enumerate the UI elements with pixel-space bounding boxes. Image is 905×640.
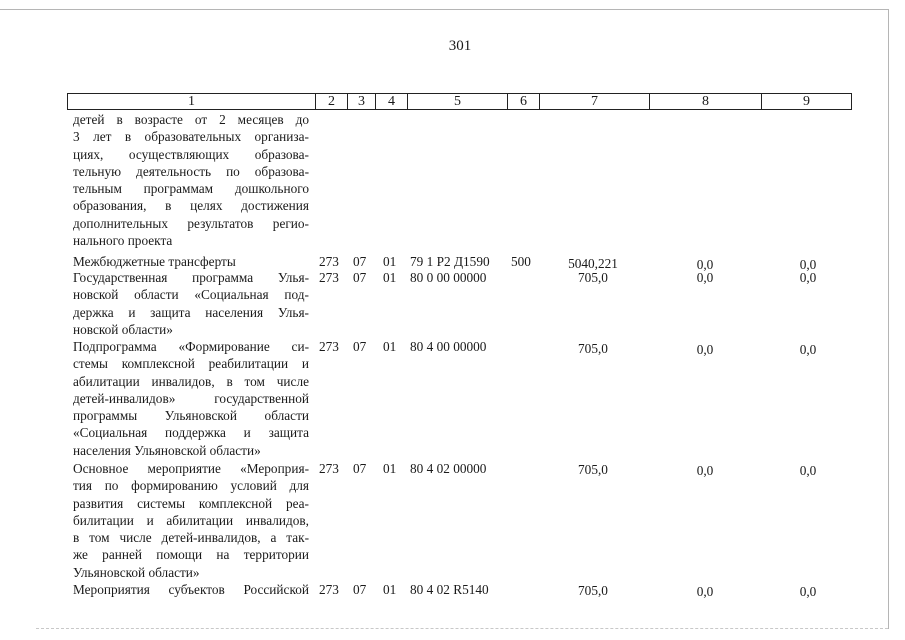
description-line: абилитации инвалидов, в том числе	[73, 373, 309, 389]
cell-section-code: 07	[353, 582, 367, 597]
cell-amount-col8: 0,0	[696, 584, 714, 599]
cell-amount-col9: 0,0	[799, 463, 817, 478]
scan-edge-line	[36, 628, 888, 629]
cell-amount-col8: 0,0	[696, 342, 714, 357]
page-number: 301	[448, 38, 472, 54]
description-line: Ульяновской области»	[73, 564, 200, 580]
cell-target-code: 80 4 00 00000	[410, 339, 487, 354]
description-line: дополнительных результатов регио-	[73, 215, 309, 231]
cell-target-code: 80 4 02 R5140	[410, 582, 489, 597]
cell-amount-col9: 0,0	[799, 257, 817, 272]
cell-subsection-code: 01	[383, 339, 397, 354]
cell-ministry-code: 273	[319, 270, 339, 285]
cell-amount-col9: 0,0	[799, 584, 817, 599]
page-border-top	[0, 9, 888, 10]
description-line: же ранней помощи на территории	[73, 547, 309, 563]
description-line: тия по формированию условий для	[73, 478, 309, 494]
description-line: тельную деятельность по образова-	[73, 163, 309, 179]
description-line: Основное мероприятие «Мероприя-	[73, 461, 309, 476]
description-line: циях, осуществляющих образова-	[73, 146, 309, 162]
description-line: новской области «Социальная под-	[73, 287, 309, 303]
header-col-2: 2	[316, 94, 348, 109]
description-line: нального проекта	[73, 233, 173, 249]
cell-ministry-code: 273	[319, 582, 339, 597]
cell-target-code: 79 1 Р2 Д1590	[410, 254, 490, 269]
row-description	[73, 338, 309, 459]
header-col-4: 4	[376, 94, 408, 109]
header-col-6: 6	[508, 94, 540, 109]
cell-ministry-code: 273	[319, 254, 339, 269]
description-line: программы Ульяновской области	[73, 408, 309, 424]
description-line: образования, в целях достижения	[73, 198, 309, 214]
header-col-5: 5	[408, 94, 508, 109]
cell-ministry-code: 273	[319, 461, 339, 476]
description-line: детей в возрасте от 2 месяцев до	[73, 112, 309, 127]
header-col-1: 1	[68, 94, 316, 109]
cell-amount-col8: 0,0	[696, 270, 714, 285]
cell-amount-col7: 5040,221	[568, 256, 618, 271]
description-line: Подпрограмма «Формирование си-	[73, 339, 309, 354]
cell-amount-col7: 705,0	[578, 462, 608, 477]
cell-subsection-code: 01	[383, 582, 397, 597]
description-line: детей-инвалидов» государственной	[73, 390, 309, 406]
cell-section-code: 07	[353, 270, 367, 285]
cell-amount-col8: 0,0	[696, 257, 714, 272]
description-line: билитации и абилитации инвалидов,	[73, 512, 309, 528]
header-col-8: 8	[650, 94, 762, 109]
row-description	[73, 269, 309, 338]
description-line: новской области»	[73, 321, 173, 337]
description-line: «Социальная поддержка и защита	[73, 425, 309, 441]
description-line: Межбюджетные трансферты	[73, 254, 236, 269]
row-description	[73, 581, 309, 598]
header-col-9: 9	[803, 94, 810, 109]
description-line: развития системы комплексной реа-	[73, 495, 309, 511]
cell-section-code: 07	[353, 461, 367, 476]
cell-target-code: 80 4 02 00000	[410, 461, 487, 476]
cell-subsection-code: 01	[383, 461, 397, 476]
cell-subsection-code: 01	[383, 254, 397, 269]
cell-section-code: 07	[353, 339, 367, 354]
page-border-right	[888, 9, 889, 629]
cell-expense-type: 500	[511, 254, 531, 269]
cell-subsection-code: 01	[383, 270, 397, 285]
row-description	[73, 460, 309, 581]
description-line: Государственная программа Улья-	[73, 270, 309, 285]
row-description	[73, 111, 309, 249]
cell-ministry-code: 273	[319, 339, 339, 354]
header-col-7: 7	[540, 94, 650, 109]
header-col-3: 3	[348, 94, 376, 109]
cell-amount-col7: 705,0	[578, 270, 608, 285]
description-line: в том числе детей-инвалидов, а так-	[73, 530, 309, 546]
description-line: стемы комплексной реабилитации и	[73, 356, 309, 372]
table-header-row	[67, 93, 852, 110]
cell-amount-col8: 0,0	[696, 463, 714, 478]
description-line: населения Ульяновской области»	[73, 442, 261, 458]
description-line: 3 лет в образовательных организа-	[73, 129, 309, 145]
cell-amount-col7: 705,0	[578, 341, 608, 356]
cell-amount-col7: 705,0	[578, 583, 608, 598]
description-line: держка и защита населения Улья-	[73, 304, 309, 320]
description-line: Мероприятия субъектов Российской	[73, 582, 309, 597]
row-description	[73, 253, 309, 270]
description-line: тельным программам дошкольного	[73, 181, 309, 197]
cell-amount-col9: 0,0	[799, 342, 817, 357]
cell-amount-col9: 0,0	[799, 270, 817, 285]
cell-target-code: 80 0 00 00000	[410, 270, 487, 285]
cell-section-code: 07	[353, 254, 367, 269]
